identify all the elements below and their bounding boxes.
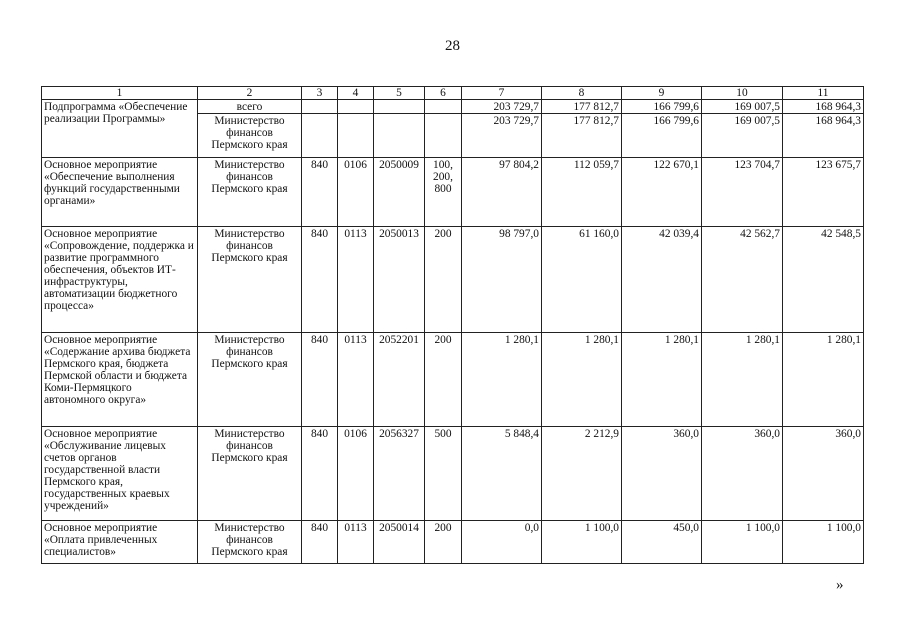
executor-cell: Министерство финансов Пермского края <box>198 333 302 427</box>
executor-cell: Министерство финансов Пермского края <box>198 521 302 564</box>
csr-cell <box>374 100 425 114</box>
column-header: 9 <box>622 87 702 100</box>
value-cell: 97 804,2 <box>462 158 542 227</box>
activity-name: Основное мероприятие «Оплата привлеченных специалистов» <box>42 521 198 564</box>
rzpr-cell: 0106 <box>338 158 374 227</box>
rzpr-cell: 0106 <box>338 427 374 521</box>
column-header: 10 <box>702 87 783 100</box>
vr-cell: 200 <box>425 333 462 427</box>
column-header: 8 <box>542 87 622 100</box>
csr-cell: 2050013 <box>374 227 425 333</box>
value-cell: 360,0 <box>622 427 702 521</box>
value-cell: 1 280,1 <box>702 333 783 427</box>
grbs-cell <box>302 100 338 114</box>
activity-name: Основное мероприятие «Сопровождение, поддержка и развитие программного обеспечения, объектов ИТ-инфраструктуры, автоматизации бюджетного процесса» <box>42 227 198 333</box>
column-header: 5 <box>374 87 425 100</box>
column-header: 6 <box>425 87 462 100</box>
value-cell: 2 212,9 <box>542 427 622 521</box>
grbs-cell: 840 <box>302 227 338 333</box>
vr-cell: 200 <box>425 521 462 564</box>
value-cell: 42 562,7 <box>702 227 783 333</box>
value-cell: 1 280,1 <box>622 333 702 427</box>
value-cell: 360,0 <box>702 427 783 521</box>
rzpr-cell <box>338 100 374 114</box>
value-cell: 166 799,6 <box>622 114 702 158</box>
table-row <box>42 227 864 333</box>
value-cell: 169 007,5 <box>702 114 783 158</box>
executor-cell: Министерство финансов Пермского края <box>198 158 302 227</box>
page-number: 28 <box>445 38 460 54</box>
value-cell: 360,0 <box>783 427 864 521</box>
rzpr-cell: 0113 <box>338 333 374 427</box>
column-header: 2 <box>198 87 302 100</box>
vr-cell <box>425 100 462 114</box>
vr-cell: 500 <box>425 427 462 521</box>
value-cell: 123 675,7 <box>783 158 864 227</box>
column-header: 11 <box>783 87 864 100</box>
executor-cell: Министерство финансов Пермского края <box>198 114 302 158</box>
grbs-cell: 840 <box>302 427 338 521</box>
value-cell: 122 670,1 <box>622 158 702 227</box>
activity-name: Основное мероприятие «Обеспечение выполнения функций государственными органами» <box>42 158 198 227</box>
value-cell: 123 704,7 <box>702 158 783 227</box>
csr-cell: 2056327 <box>374 427 425 521</box>
value-cell: 203 729,7 <box>462 100 542 114</box>
grbs-cell: 840 <box>302 158 338 227</box>
value-cell: 169 007,5 <box>702 100 783 114</box>
executor-cell: Министерство финансов Пермского края <box>198 227 302 333</box>
column-header: 3 <box>302 87 338 100</box>
vr-cell <box>425 114 462 158</box>
value-cell: 1 280,1 <box>783 333 864 427</box>
vr-cell: 200 <box>425 227 462 333</box>
value-cell: 1 280,1 <box>462 333 542 427</box>
csr-cell <box>374 114 425 158</box>
executor-cell: всего <box>198 100 302 114</box>
grbs-cell: 840 <box>302 521 338 564</box>
value-cell: 177 812,7 <box>542 114 622 158</box>
grbs-cell: 840 <box>302 333 338 427</box>
value-cell: 98 797,0 <box>462 227 542 333</box>
grbs-cell <box>302 114 338 158</box>
value-cell: 112 059,7 <box>542 158 622 227</box>
table-row <box>42 158 864 227</box>
subprogram-total-row <box>42 100 864 114</box>
value-cell: 42 548,5 <box>783 227 864 333</box>
value-cell: 42 039,4 <box>622 227 702 333</box>
csr-cell: 2052201 <box>374 333 425 427</box>
csr-cell: 2050014 <box>374 521 425 564</box>
value-cell: 166 799,6 <box>622 100 702 114</box>
table-row <box>42 333 864 427</box>
value-cell: 1 280,1 <box>542 333 622 427</box>
table-row <box>42 521 864 564</box>
rzpr-cell <box>338 114 374 158</box>
value-cell: 1 100,0 <box>702 521 783 564</box>
value-cell: 203 729,7 <box>462 114 542 158</box>
value-cell: 5 848,4 <box>462 427 542 521</box>
value-cell: 61 160,0 <box>542 227 622 333</box>
value-cell: 1 100,0 <box>783 521 864 564</box>
activity-name: Основное мероприятие «Содержание архива бюджета Пермского края, бюджета Пермской области и бюджета Коми-Пермяцкого автономного округа» <box>42 333 198 427</box>
column-number-row <box>42 87 864 100</box>
column-header: 1 <box>42 87 198 100</box>
value-cell: 450,0 <box>622 521 702 564</box>
column-header: 4 <box>338 87 374 100</box>
value-cell: 0,0 <box>462 521 542 564</box>
column-header: 7 <box>462 87 542 100</box>
budget-table <box>41 86 864 564</box>
rzpr-cell: 0113 <box>338 521 374 564</box>
closing-quote: » <box>836 577 844 593</box>
table-row <box>42 427 864 521</box>
vr-cell: 100, 200, 800 <box>425 158 462 227</box>
value-cell: 1 100,0 <box>542 521 622 564</box>
value-cell: 177 812,7 <box>542 100 622 114</box>
executor-cell: Министерство финансов Пермского края <box>198 427 302 521</box>
subprogram-name: Подпрограмма «Обеспечение реализации Программы» <box>42 100 198 158</box>
csr-cell: 2050009 <box>374 158 425 227</box>
value-cell: 168 964,3 <box>783 100 864 114</box>
value-cell: 168 964,3 <box>783 114 864 158</box>
rzpr-cell: 0113 <box>338 227 374 333</box>
activity-name: Основное мероприятие «Обслуживание лицевых счетов органов государственной власти Пермского края, государственных краевых учреждений» <box>42 427 198 521</box>
